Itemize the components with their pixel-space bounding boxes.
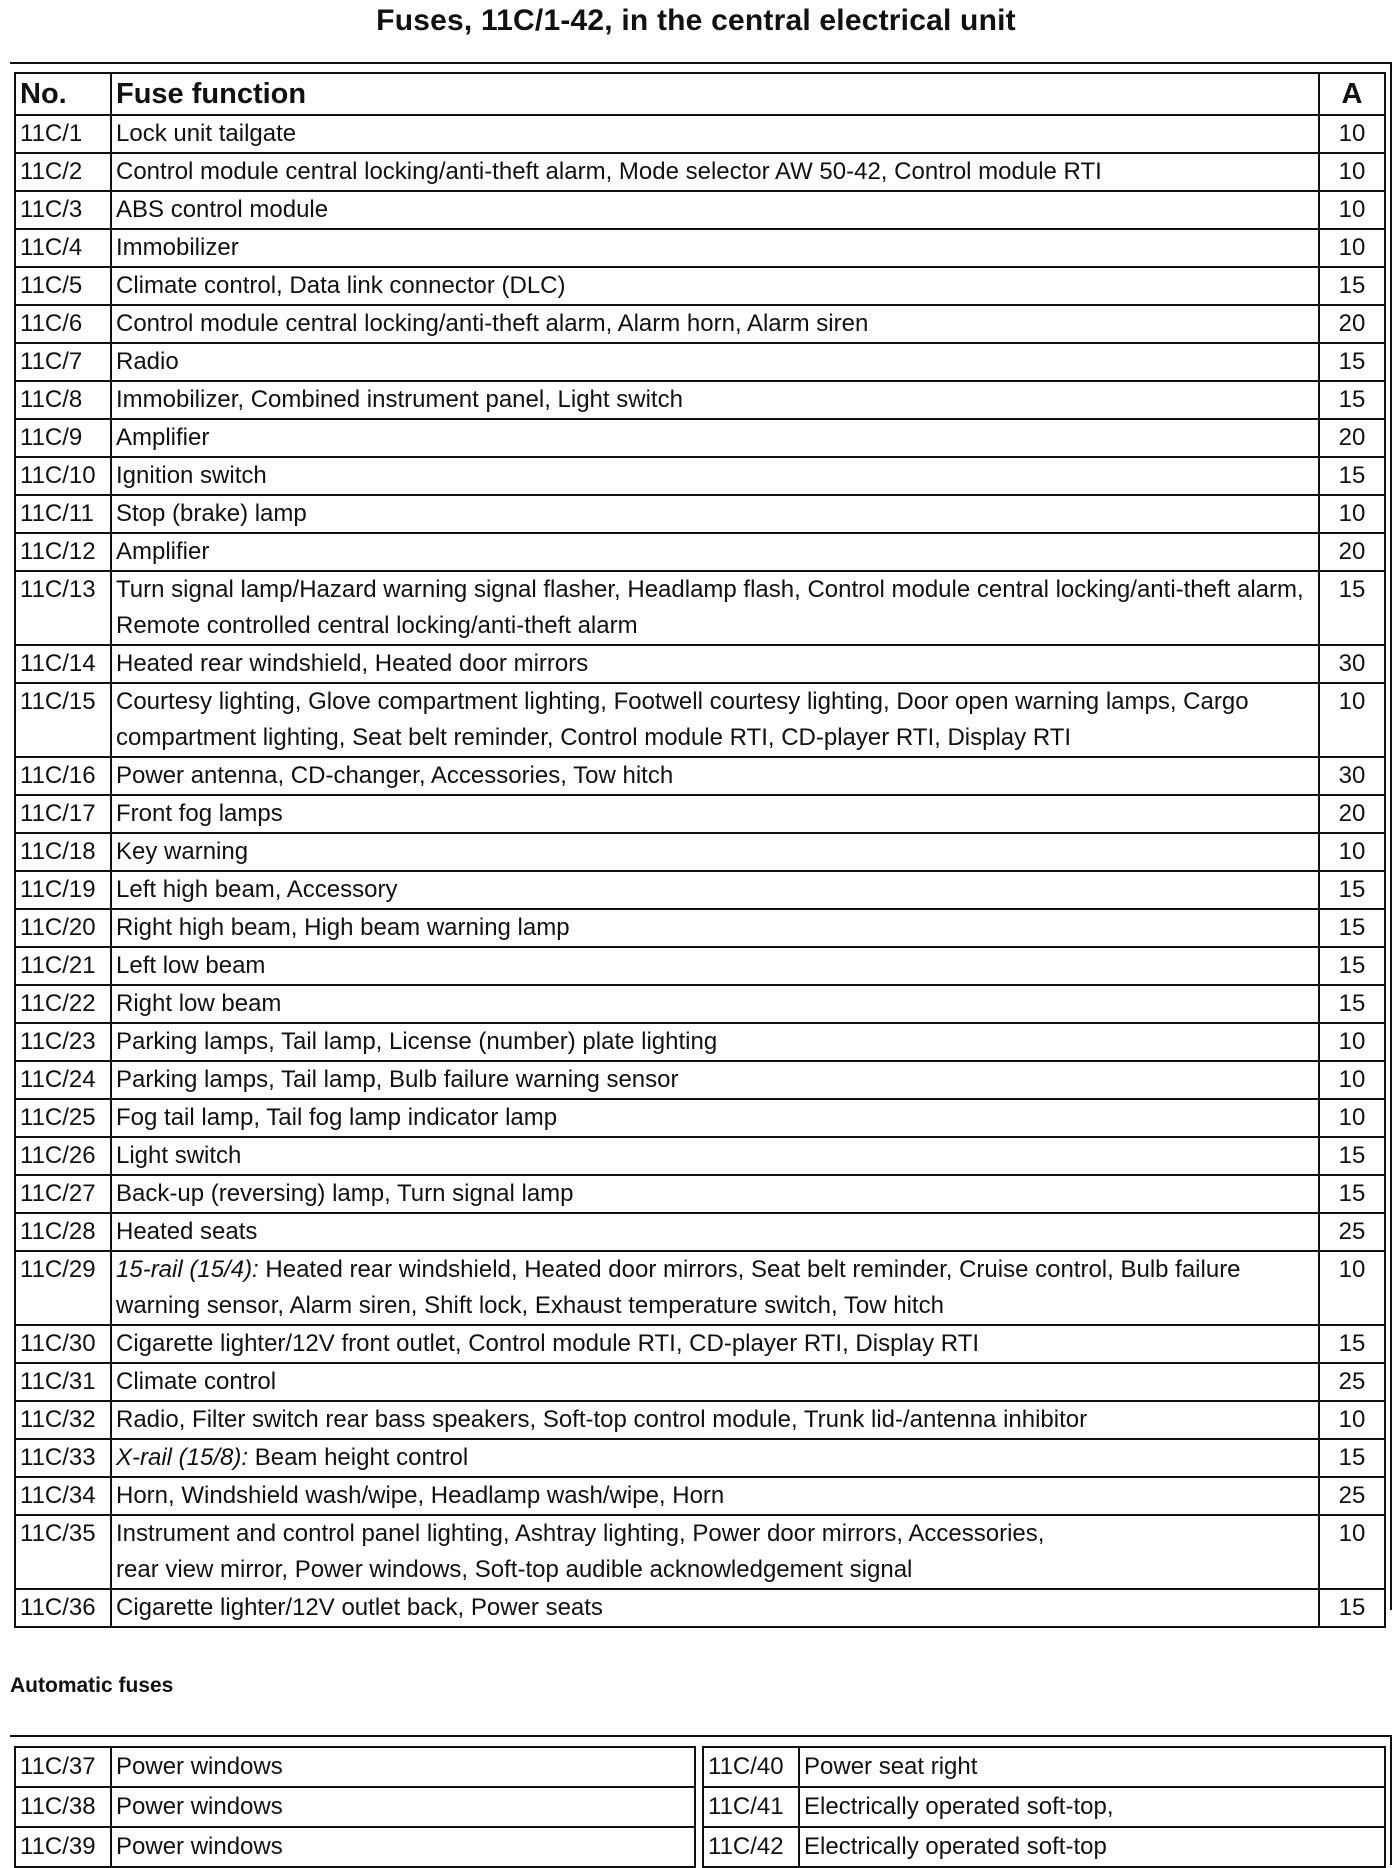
fuse-number: 11C/35 <box>15 1515 111 1589</box>
fuse-function <box>111 495 1319 533</box>
table-row <box>15 267 1385 305</box>
fuse-number: 11C/20 <box>15 909 111 947</box>
fuse-function-text: Lock unit tailgate <box>116 120 297 147</box>
fuse-number: 11C/42 <box>703 1827 799 1867</box>
table-row <box>15 947 1385 985</box>
fuse-amps: 15 <box>1319 457 1385 495</box>
fuse-number: 11C/14 <box>15 645 111 683</box>
fuse-function <box>111 645 1319 683</box>
table-row <box>15 757 1385 795</box>
fuse-number: 11C/40 <box>703 1747 799 1787</box>
table-row <box>15 1827 1385 1867</box>
fuse-number: 11C/22 <box>15 985 111 1023</box>
table-row <box>15 1325 1385 1363</box>
table-row <box>15 1251 1385 1325</box>
fuse-amps: 10 <box>1319 115 1385 153</box>
fuse-amps: 15 <box>1319 381 1385 419</box>
fuse-function <box>111 457 1319 495</box>
table-row <box>15 343 1385 381</box>
fuse-function-text: Control module central locking/anti-theft alarm, Alarm horn, Alarm siren <box>116 310 869 337</box>
fuse-function-text: Immobilizer <box>116 234 239 261</box>
fuse-number: 11C/12 <box>15 533 111 571</box>
fuse-amps: 15 <box>1319 1137 1385 1175</box>
table-row <box>15 909 1385 947</box>
table-row <box>15 1023 1385 1061</box>
fuse-amps: 20 <box>1319 795 1385 833</box>
rail-label: X-rail (15/8): <box>116 1444 249 1471</box>
fuse-amps: 15 <box>1319 1589 1385 1627</box>
fuse-number: 11C/21 <box>15 947 111 985</box>
fuse-function-text: Light switch <box>116 1142 242 1169</box>
fuse-amps: 10 <box>1319 1401 1385 1439</box>
fuse-function <box>111 115 1319 153</box>
fuse-function: Power windows <box>111 1787 695 1827</box>
fuse-function <box>111 1175 1319 1213</box>
fuse-amps: 10 <box>1319 229 1385 267</box>
fuse-number: 11C/36 <box>15 1589 111 1627</box>
fuse-number: 11C/18 <box>15 833 111 871</box>
fuse-table-body <box>15 115 1385 1627</box>
fuse-function-line: Remote controlled central locking/anti-theft alarm <box>116 612 638 639</box>
fuse-number: 11C/34 <box>15 1477 111 1515</box>
fuse-function <box>111 757 1319 795</box>
table-row <box>15 495 1385 533</box>
fuse-function <box>111 795 1319 833</box>
table-row <box>15 115 1385 153</box>
fuse-function: Power windows <box>111 1827 695 1867</box>
fuse-function-text: Parking lamps, Tail lamp, Bulb failure warning sensor <box>116 1066 679 1093</box>
table-row <box>15 1213 1385 1251</box>
fuse-number: 11C/24 <box>15 1061 111 1099</box>
fuse-number: 11C/5 <box>15 267 111 305</box>
fuse-function-text: Stop (brake) lamp <box>116 500 307 527</box>
fuse-function-line: Instrument and control panel lighting, Ashtray lighting, Power door mirrors, Accessories, <box>116 1520 1045 1547</box>
fuse-function-text: Right high beam, High beam warning lamp <box>116 914 570 941</box>
automatic-fuses-body <box>15 1747 1385 1867</box>
fuse-amps: 15 <box>1319 1175 1385 1213</box>
fuse-amps: 20 <box>1319 533 1385 571</box>
fuse-function <box>111 683 1319 757</box>
fuse-function <box>111 419 1319 457</box>
fuse-function <box>111 1251 1319 1325</box>
table-row <box>15 1175 1385 1213</box>
fuse-number: 11C/1 <box>15 115 111 153</box>
table-row <box>15 191 1385 229</box>
fuse-number: 11C/7 <box>15 343 111 381</box>
table-row <box>15 457 1385 495</box>
fuse-function-text: Beam height control <box>248 1444 469 1471</box>
table-row <box>15 1589 1385 1627</box>
fuse-function-text: Back-up (reversing) lamp, Turn signal lamp <box>116 1180 574 1207</box>
fuse-function-text: Parking lamps, Tail lamp, License (number) plate lighting <box>116 1028 718 1055</box>
fuse-amps: 10 <box>1319 1251 1385 1325</box>
fuse-amps: 10 <box>1319 683 1385 757</box>
fuse-number: 11C/10 <box>15 457 111 495</box>
fuse-function: Electrically operated soft-top, <box>799 1787 1385 1827</box>
fuse-function <box>111 1589 1319 1627</box>
fuse-function-text: ABS control module <box>116 196 329 223</box>
fuse-function <box>111 1439 1319 1477</box>
fuse-function <box>111 229 1319 267</box>
fuse-number: 11C/9 <box>15 419 111 457</box>
fuse-number: 11C/13 <box>15 571 111 645</box>
fuse-function-text: Courtesy lighting, Glove compartment lighting, Footwell courtesy lighting, Door open warning lamps, Cargo compartment lighting, Seat belt reminder, Control module RTI, CD-player RTI, Display RTI <box>116 688 1249 751</box>
fuse-function-text: Horn, Windshield wash/wipe, Headlamp wash/wipe, Horn <box>116 1482 725 1509</box>
fuse-table <box>14 72 1386 1628</box>
fuse-number: 11C/11 <box>15 495 111 533</box>
column-gap <box>695 1827 703 1867</box>
fuse-function-text: Fog tail lamp, Tail fog lamp indicator lamp <box>116 1104 558 1131</box>
table-row <box>15 1515 1385 1589</box>
fuse-number: 11C/30 <box>15 1325 111 1363</box>
fuse-function-text: Climate control <box>116 1368 277 1395</box>
fuse-function-line: rear view mirror, Power windows, Soft-top audible acknowledgement signal <box>116 1556 913 1583</box>
fuse-number: 11C/41 <box>703 1787 799 1827</box>
fuse-function-text: Heated seats <box>116 1218 258 1245</box>
fuse-amps: 15 <box>1319 571 1385 645</box>
fuse-function-text: Amplifier <box>116 538 210 565</box>
fuse-number: 11C/8 <box>15 381 111 419</box>
table-row <box>15 985 1385 1023</box>
fuse-function <box>111 985 1319 1023</box>
fuse-number: 11C/27 <box>15 1175 111 1213</box>
fuse-function <box>111 1325 1319 1363</box>
column-gap <box>695 1747 703 1787</box>
header-amps: A <box>1319 73 1385 115</box>
table-row <box>15 571 1385 645</box>
fuse-function <box>111 1023 1319 1061</box>
fuse-function: Electrically operated soft-top <box>799 1827 1385 1867</box>
fuse-function <box>111 1401 1319 1439</box>
table-row <box>15 1099 1385 1137</box>
fuse-function <box>111 1363 1319 1401</box>
fuse-function <box>111 1137 1319 1175</box>
table-row <box>15 1477 1385 1515</box>
table-row <box>15 683 1385 757</box>
fuse-function-line: Turn signal lamp/Hazard warning signal flasher, Headlamp flash, Control module central locking/anti-theft alarm, <box>116 576 1304 603</box>
table-row <box>15 833 1385 871</box>
table-row <box>15 1787 1385 1827</box>
fuse-amps: 10 <box>1319 833 1385 871</box>
fuse-function <box>111 267 1319 305</box>
fuse-amps: 15 <box>1319 871 1385 909</box>
fuse-function-text: Control module central locking/anti-theft alarm, Mode selector AW 50-42, Control module RTI <box>116 158 1102 185</box>
fuse-amps: 15 <box>1319 343 1385 381</box>
fuse-amps: 15 <box>1319 985 1385 1023</box>
fuse-amps: 10 <box>1319 495 1385 533</box>
fuse-number: 11C/16 <box>15 757 111 795</box>
fuse-amps: 10 <box>1319 191 1385 229</box>
fuse-amps: 10 <box>1319 153 1385 191</box>
fuse-amps: 20 <box>1319 419 1385 457</box>
fuse-function: Power seat right <box>799 1747 1385 1787</box>
automatic-fuses-heading: Automatic fuses <box>10 1674 174 1697</box>
fuse-function: Power windows <box>111 1747 695 1787</box>
table-row <box>15 795 1385 833</box>
fuse-function-text: Front fog lamps <box>116 800 283 827</box>
fuse-amps: 30 <box>1319 757 1385 795</box>
fuse-function-text: Radio <box>116 348 179 375</box>
fuse-amps: 25 <box>1319 1363 1385 1401</box>
fuse-function <box>111 1099 1319 1137</box>
fuse-function-text: Right low beam <box>116 990 282 1017</box>
fuse-function-text: Cigarette lighter/12V front outlet, Control module RTI, CD-player RTI, Display RTI <box>116 1330 980 1357</box>
fuse-number: 11C/6 <box>15 305 111 343</box>
fuse-function <box>111 191 1319 229</box>
fuse-number: 11C/26 <box>15 1137 111 1175</box>
fuse-amps: 10 <box>1319 1515 1385 1589</box>
fuse-number: 11C/2 <box>15 153 111 191</box>
fuse-number: 11C/17 <box>15 795 111 833</box>
fuse-table-header <box>15 73 1385 115</box>
fuse-amps: 30 <box>1319 645 1385 683</box>
fuse-number: 11C/38 <box>15 1787 111 1827</box>
fuse-amps: 25 <box>1319 1213 1385 1251</box>
fuse-number: 11C/37 <box>15 1747 111 1787</box>
table-row <box>15 229 1385 267</box>
table-row <box>15 419 1385 457</box>
table-row <box>15 1137 1385 1175</box>
fuse-function-text: Heated rear windshield, Heated door mirrors <box>116 650 589 677</box>
table-row <box>15 871 1385 909</box>
fuse-function <box>111 833 1319 871</box>
fuse-function <box>111 153 1319 191</box>
fuse-number: 11C/29 <box>15 1251 111 1325</box>
fuse-amps: 15 <box>1319 947 1385 985</box>
automatic-fuses-table <box>14 1746 1386 1868</box>
fuse-number: 11C/39 <box>15 1827 111 1867</box>
table-row <box>15 1401 1385 1439</box>
fuse-function <box>111 381 1319 419</box>
fuse-function-text: Left low beam <box>116 952 266 979</box>
fuse-function-text: Key warning <box>116 838 249 865</box>
fuse-function-text: Left high beam, Accessory <box>116 876 398 903</box>
fuse-number: 11C/15 <box>15 683 111 757</box>
fuse-number: 11C/23 <box>15 1023 111 1061</box>
fuse-function-text: Immobilizer, Combined instrument panel, Light switch <box>116 386 683 413</box>
fuse-function-text: Cigarette lighter/12V outlet back, Power seats <box>116 1594 603 1621</box>
fuse-function <box>111 909 1319 947</box>
fuse-function-text: Ignition switch <box>116 462 267 489</box>
fuse-function <box>111 1213 1319 1251</box>
fuse-function-text: Amplifier <box>116 424 210 451</box>
fuse-amps: 20 <box>1319 305 1385 343</box>
fuse-amps: 10 <box>1319 1099 1385 1137</box>
fuse-number: 11C/33 <box>15 1439 111 1477</box>
fuse-function <box>111 1477 1319 1515</box>
page-title: Fuses, 11C/1-42, in the central electrical unit <box>376 4 1016 37</box>
column-gap <box>695 1787 703 1827</box>
fuse-number: 11C/32 <box>15 1401 111 1439</box>
fuse-number: 11C/3 <box>15 191 111 229</box>
fuse-function <box>111 343 1319 381</box>
table-row <box>15 1363 1385 1401</box>
header-fuse-function: Fuse function <box>111 73 1319 115</box>
fuse-function-text: Climate control, Data link connector (DLC) <box>116 272 566 299</box>
fuse-function <box>111 1515 1319 1589</box>
header-no: No. <box>15 73 111 115</box>
fuse-number: 11C/31 <box>15 1363 111 1401</box>
fuse-function <box>111 571 1319 645</box>
fuse-amps: 15 <box>1319 267 1385 305</box>
fuse-amps: 10 <box>1319 1061 1385 1099</box>
table-row <box>15 1061 1385 1099</box>
table-row <box>15 533 1385 571</box>
table-row <box>15 1439 1385 1477</box>
fuse-function <box>111 533 1319 571</box>
fuse-function-text: Radio, Filter switch rear bass speakers, Soft-top control module, Trunk lid-/antenna inhibitor <box>116 1406 1088 1433</box>
fuse-function-text: Heated rear windshield, Heated door mirrors, Seat belt reminder, Cruise control, Bulb failure warning sensor, Alarm siren, Shift lock, Exhaust temperature switch, Tow hitch <box>116 1256 1241 1319</box>
fuse-function <box>111 1061 1319 1099</box>
fuse-function-text: Power antenna, CD-changer, Accessories, Tow hitch <box>116 762 674 789</box>
rail-label: 15-rail (15/4): <box>116 1256 259 1283</box>
fuse-number: 11C/28 <box>15 1213 111 1251</box>
fuse-number: 11C/4 <box>15 229 111 267</box>
fuse-amps: 25 <box>1319 1477 1385 1515</box>
table-row <box>15 305 1385 343</box>
table-row <box>15 153 1385 191</box>
fuse-number: 11C/19 <box>15 871 111 909</box>
fuse-amps: 15 <box>1319 1439 1385 1477</box>
fuse-amps: 15 <box>1319 909 1385 947</box>
fuse-function <box>111 305 1319 343</box>
fuse-amps: 10 <box>1319 1023 1385 1061</box>
table-row <box>15 645 1385 683</box>
fuse-function <box>111 947 1319 985</box>
fuse-number: 11C/25 <box>15 1099 111 1137</box>
table-row <box>15 1747 1385 1787</box>
fuse-amps: 15 <box>1319 1325 1385 1363</box>
fuse-function <box>111 871 1319 909</box>
table-row <box>15 381 1385 419</box>
